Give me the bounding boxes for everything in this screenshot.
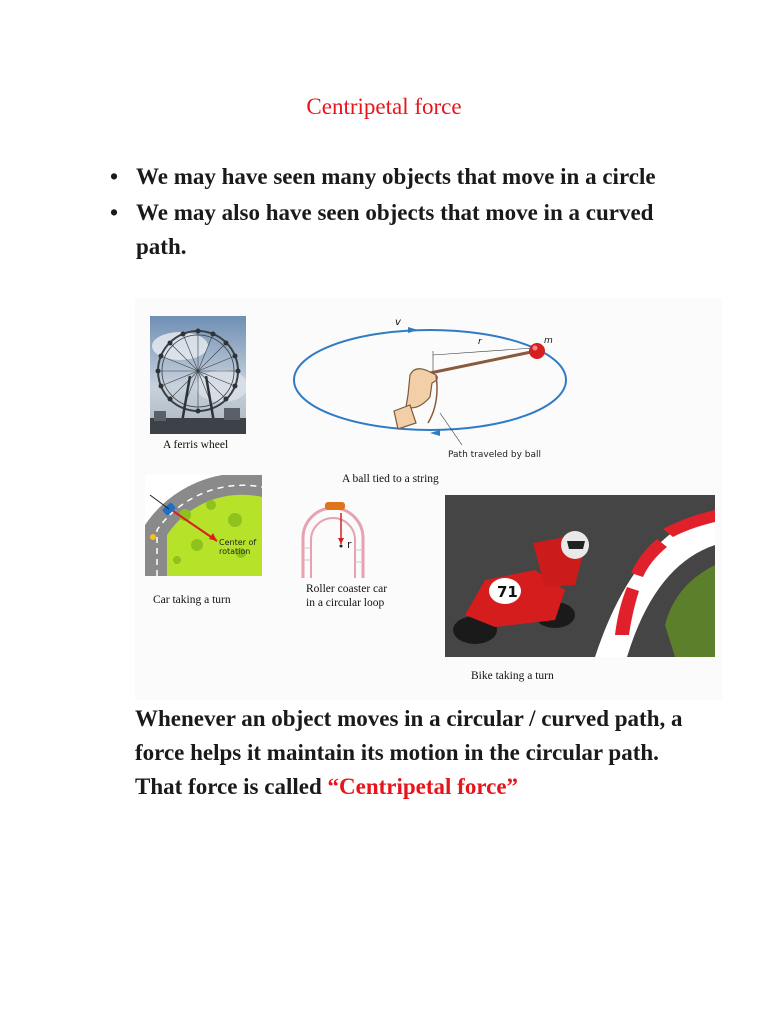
bullet-item xyxy=(110,160,670,194)
car-center-label: Center of xyxy=(219,538,257,547)
bike-turn-image xyxy=(445,495,715,657)
bullet-icon: • xyxy=(110,200,119,225)
ball-caption: A ball tied to a string xyxy=(342,473,439,485)
ball-string-diagram xyxy=(290,313,575,463)
roller-caption-line1: Roller coaster car xyxy=(306,583,388,595)
roller-r-label: r xyxy=(347,538,352,551)
ball-m-label: m xyxy=(544,336,553,346)
ball-path-label: Path traveled by ball xyxy=(448,450,541,460)
bike-number: 71 xyxy=(497,583,518,601)
bullet-item xyxy=(110,196,670,264)
car-caption: Car taking a turn xyxy=(153,594,231,606)
definition-text: Whenever an object moves in a circular / curved path, a force helps it maintain its motion in the circular path. That force is called xyxy=(135,706,683,799)
page-title: Centripetal force xyxy=(306,94,462,119)
definition-paragraph xyxy=(135,702,695,804)
bike-caption: Bike taking a turn xyxy=(471,670,554,682)
roller-coaster-diagram xyxy=(295,498,373,578)
bullet-icon: • xyxy=(110,164,119,189)
ball-v-label: v xyxy=(395,317,401,328)
car-rotation-label: rotation xyxy=(219,547,251,556)
centripetal-term: “Centripetal force” xyxy=(327,774,519,799)
roller-caption-line2: in a circular loop xyxy=(306,597,385,609)
bullet-text: We may have seen many objects that move in a circle xyxy=(136,164,656,189)
figure-panel xyxy=(135,298,722,700)
ball-r-label: r xyxy=(478,337,482,347)
bullet-text: We may also have seen objects that move in a curved path. xyxy=(136,200,654,259)
ferris-wheel-image xyxy=(150,316,246,434)
car-turn-diagram xyxy=(145,475,262,576)
ferris-caption: A ferris wheel xyxy=(163,439,229,451)
bullet-list xyxy=(110,160,670,266)
